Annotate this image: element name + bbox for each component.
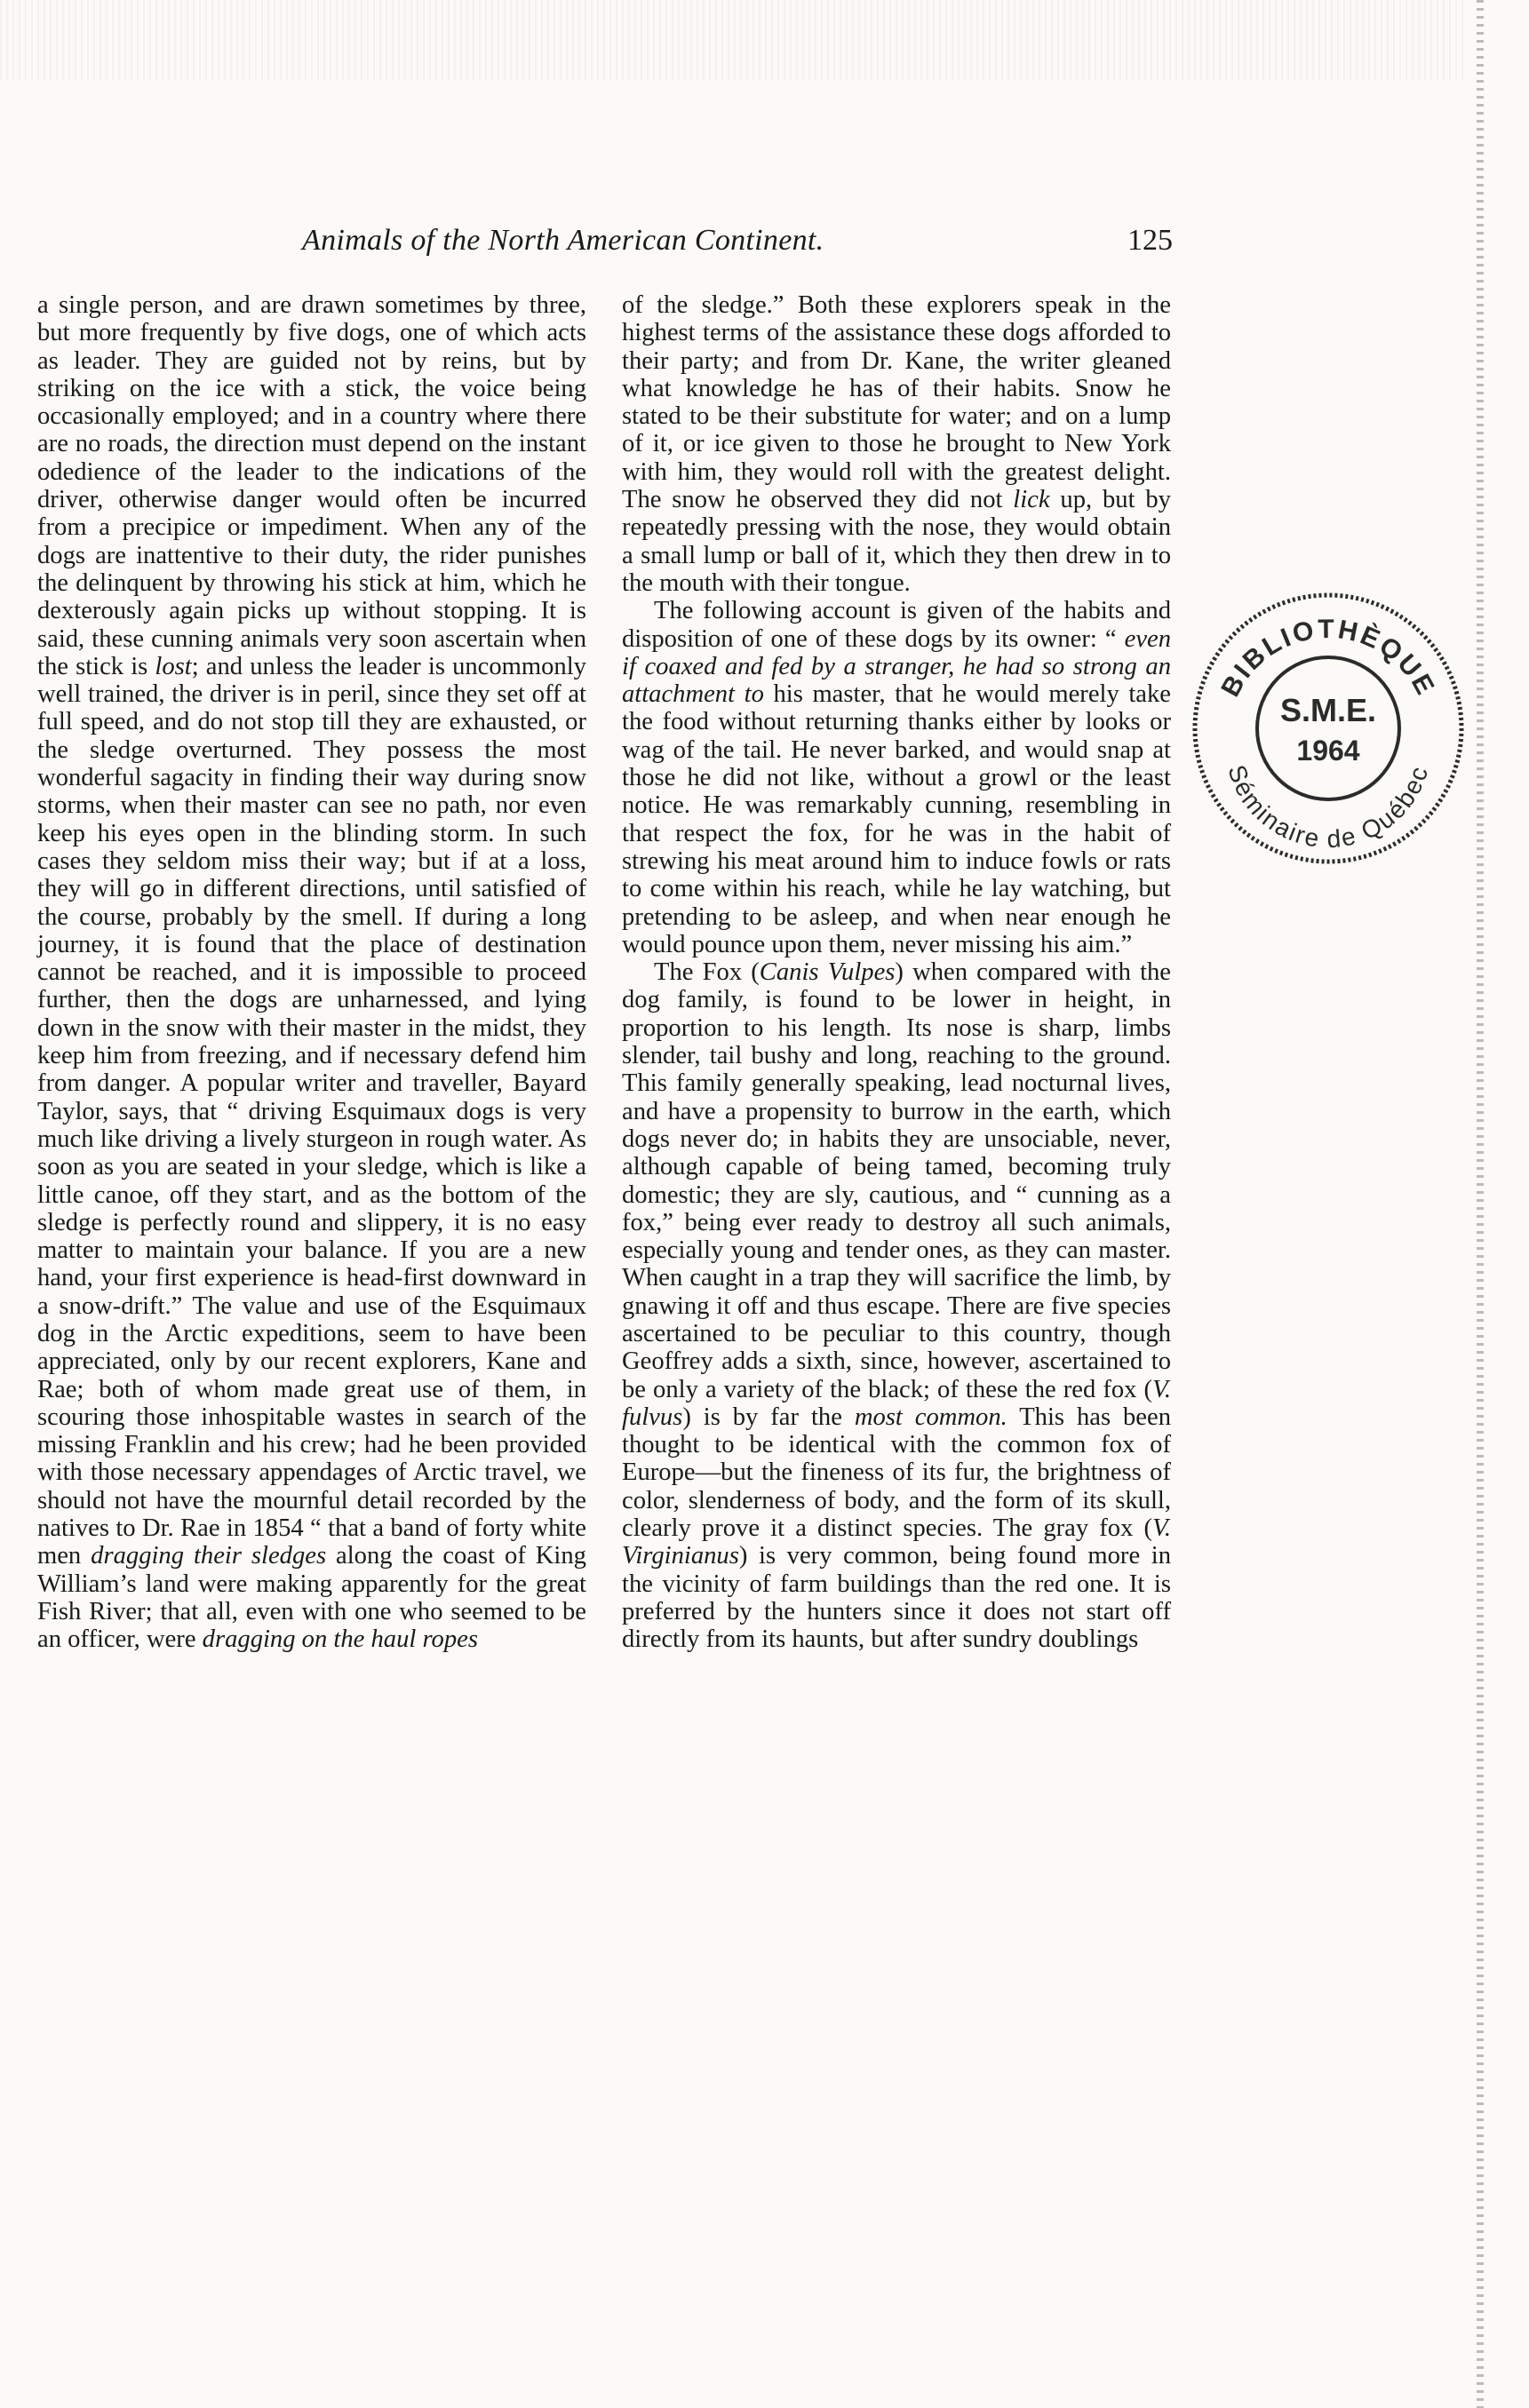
right-p1-text-1: of the sledge.” Both these explorers speak in the highest terms of the assistance these dogs afforded to their party; and from Dr. Kane, the writer gleaned what knowledge he has of their habits. Snow he stated to be their substitute for water; and on a lump of it, or ice given to those he brought to New York with him, they would roll with the greatest delight. The snow he observed they did not [622, 291, 1171, 514]
running-title: Animals of the North American Continent. [302, 224, 824, 257]
right-p3-italic-1: Canis Vulpes [759, 958, 896, 987]
library-stamp [1186, 586, 1470, 870]
right-paragraph-2 [622, 597, 1171, 958]
right-column [622, 291, 1171, 1654]
stamp-bottom-text: Séminaire de Québec [1222, 761, 1434, 854]
right-p3-text-3: ) is by far the [682, 1403, 855, 1431]
right-p2-text-2: his master, that he would merely take the food without returning thanks either by looks or wag of the tail. He never barked, and would snap at those he did not like, without a growl or the least notice. He was remarkably cunning, resembling in that respect the fox, for he was in the habit of strewing his meat around him to induce fowls or rats to come within his reach, while he lay watching, but pretending to be asleep, and when near enough he would pounce upon them, never missing his aim.” [622, 680, 1171, 958]
left-p1-text-2: ; and unless the leader is uncommonly well trained, the driver is in peril, since they set off at full speed, and do not stop till they are exhausted, or the sledge overturned. They possess the most wonderful sagacity in finding their way during snow storms, when their master can see no path, nor even keep his eyes open in the blinding storm. In such cases they seldom miss their way; but if at a loss, they will go in different directions, until satisfied of the course, probably by the smell. If during a long journey, it is found that the place of destination cannot be reached, and it is impossible to proceed further, then the dogs are unharnessed, and lying down in the snow with their master in the midst, they keep him from freezing, and if necessary defend him from danger. A popular writer and traveller, Bayard Taylor, says, that “ driving Esquimaux dogs is very much like driving a lively sturgeon in rough water. As soon as you are seated in your sledge, which is like a little canoe, off they start, and as the bottom of the sledge is perfectly round and slippery, it is no easy matter to maintain your balance. If you are a new hand, your first experience is head-first downward in a snow-drift.” The value and use of the Esquimaux dog in the Arctic expeditions, seem to have been appreciated, only by our recent explorers, Kane and Rae; both of whom made great use of them, in scouring those inhospitable wastes in search of the missing Franklin and his crew; had he been provided with those necessary appendages of Arctic travel, we should not have the mournful detail recorded by the natives to Dr. Rae in 1854 “ that a band of forty white men [37, 652, 586, 1570]
left-column [37, 291, 586, 1654]
left-p1-text-3: along the coast of King William’s land were making apparently for the great Fish River; that all, even with one who seemed to be an officer, were [37, 1542, 586, 1654]
stamp-center-line-2: 1964 [1296, 735, 1360, 767]
right-p3-text-5: ) is very common, being found more in the vicinity of farm buildings than the red one. It is preferred by the hunters since it does not start off directly from its haunts, but after sundry doublings [622, 1542, 1171, 1654]
right-p3-text-4: This has been thought to be identical with the common fox of Europe—but the fineness of its fur, the brightness of color, slenderness of body, and the form of its skull, clearly prove it a distinct species. The gray fox ( [622, 1403, 1171, 1543]
right-p3-italic-2: V. fulvus [622, 1375, 1171, 1431]
left-paragraph-1 [37, 291, 586, 1654]
page-header [302, 224, 1173, 266]
right-p2-italic-1: even if coaxed and fed by a stranger, he had so strong an attachment to [622, 624, 1171, 709]
right-p3-italic-3: most common. [854, 1403, 1007, 1431]
right-p3-italic-4: V. Virginianus [622, 1514, 1171, 1570]
library-stamp-graphic [1186, 586, 1470, 870]
stamp-top-text: BIBLIOTHÈQUE [1215, 614, 1441, 702]
stamp-center-line-1: S.M.E. [1279, 692, 1377, 728]
scan-noise [0, 0, 1466, 80]
left-p1-italic-2: dragging their sledges [91, 1542, 327, 1570]
page-edge [1477, 0, 1484, 2408]
right-p3-text-1: The Fox ( [654, 958, 760, 987]
right-paragraph-1 [622, 291, 1171, 597]
left-p1-italic-1: lost [155, 652, 192, 680]
right-p1-italic-1: lick [1013, 486, 1050, 514]
left-p1-text-1: a single person, and are drawn sometimes by three, but more frequently by five dogs, one of which acts as leader. They are guided not by reins, but by striking on the ice with a stick, the voice being occasionally employed; and in a country where there are no roads, the direction must depend on the instant odedience of the leader to the indications of the driver, otherwise danger would often be incurred from a precipice or impediment. When any of the dogs are inattentive to their duty, the rider punishes the delinquent by throwing his stick at him, which he dexterously again picks up without stopping. It is said, these cunning animals very soon ascertain when the stick is [37, 291, 586, 680]
left-p1-italic-3: dragging on the haul ropes [202, 1625, 478, 1654]
right-p2-text-1: The following account is given of the habits and disposition of one of these dogs by its owner: “ [622, 597, 1171, 653]
page-number: 125 [1127, 224, 1173, 257]
right-paragraph-3 [622, 958, 1171, 1653]
right-p1-text-2: up, but by repeatedly pressing with the nose, they would obtain a small lump or ball of it, which they then drew in to the mouth with their tongue. [622, 486, 1171, 597]
right-p3-text-2: ) when compared with the dog family, is found to be lower in height, in proportion to his length. Its nose is sharp, limbs slender, tail bushy and long, reaching to the ground. This family generally speaking, lead nocturnal lives, and have a propensity to burrow in the earth, which dogs never do; in habits they are unsociable, never, although capable of being tamed, becoming truly domestic; they are sly, cautious, and “ cunning as a fox,” being ever ready to destroy all such animals, especially young and tender ones, as they can master. When caught in a trap they will sacrifice the limb, by gnawing it off and thus escape. There are five species ascertained to be peculiar to this country, though Geoffrey adds a sixth, since, however, ascertained to be only a variety of the black; of these the red fox ( [622, 958, 1171, 1403]
